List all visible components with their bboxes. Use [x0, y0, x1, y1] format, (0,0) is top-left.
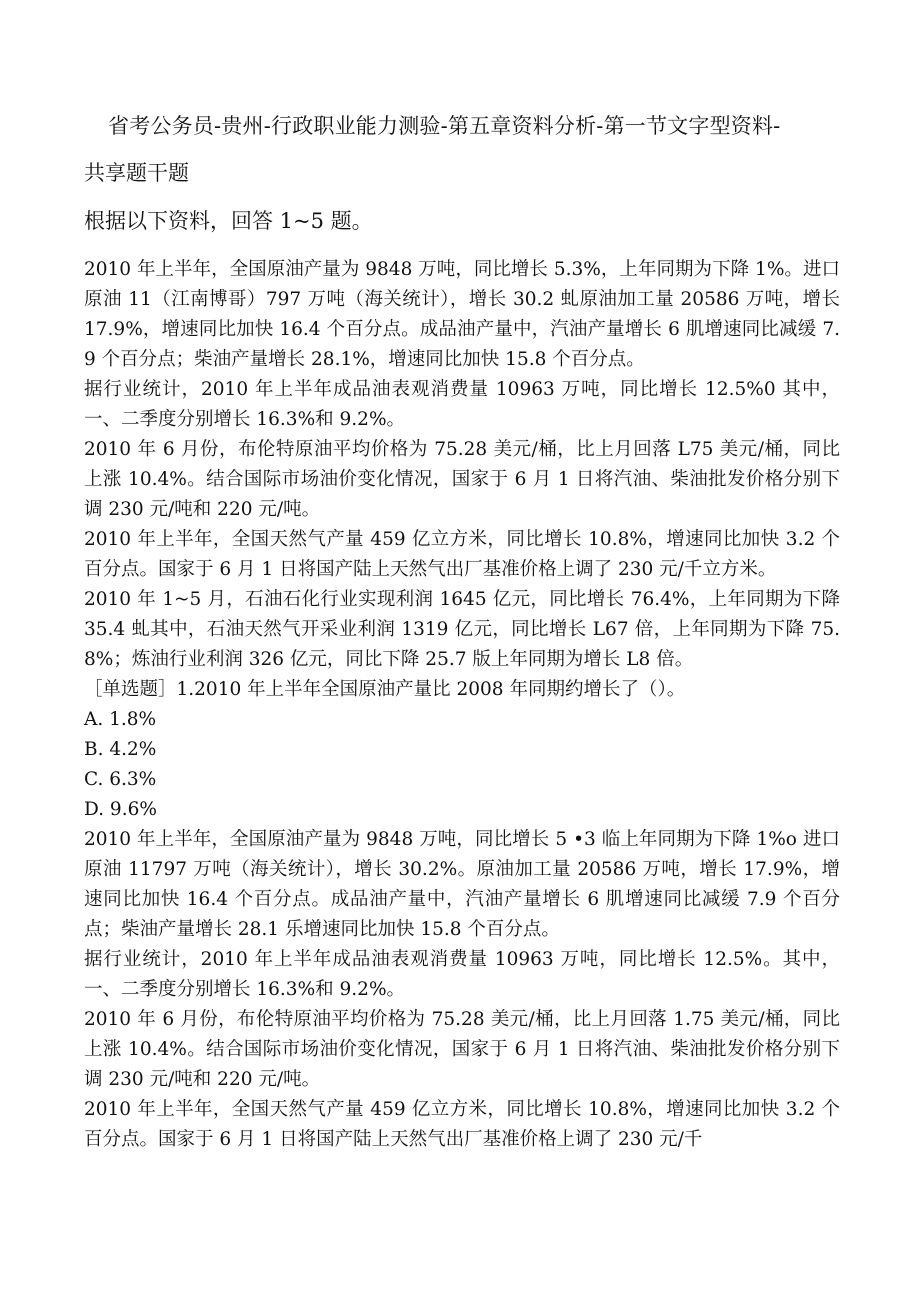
document-body	[84, 255, 840, 1155]
passage-paragraph: 2010 年 6 月份，布伦特原油平均价格为 75.28 美元/桶，比上月回落 L75 美元/桶，同比上涨 10.4%。结合国际市场油价变化情况，国家于 6 月 1 日将汽油、柴油批发价格分别下调 230 元/吨和 220 元/吨。	[84, 439, 840, 520]
passage-paragraph: 2010 年上半年，全国天然气产量 459 亿立方米，同比增长 10.8%，增速同比加快 3.2 个百分点。国家于 6 月 1 日将国产陆上天然气出厂基准价格上调了 230 元/千	[84, 1099, 840, 1150]
answer-options	[84, 705, 840, 825]
passage-paragraph: 2010 年 1~5 月，石油石化行业实现利润 1645 亿元，同比增长 76.4%，上年同期为下降 35.4 虬其中，石油天然气开采业利润 1319 亿元，同比增长 L67 倍，上年同期为下降 75.8%；炼油行业利润 326 亿元，同比下降 25.7 版上年同期为增长 L8 倍。	[84, 589, 840, 670]
passage-paragraph: 2010 年上半年，全国原油产量为 9848 万吨，同比增长 5 •3 临上年同期为下降 1%o 进口原油 11797 万吨（海关统计），增长 30.2%。原油加工量 20586 万吨，增长 17.9%，增速同比加快 16.4 个百分点。成品油产量中，汽油产量增长 6 肌增速同比减缓 7.9 个百分点；柴油产量增长 28.1 乐增速同比加快 15.8 个百分点。	[84, 829, 840, 940]
passage-paragraph: 据行业统计，2010 年上半年成品油表观消费量 10963 万吨，同比增长 12.5%。其中，一、二季度分别增长 16.3%和 9.2%。	[84, 949, 840, 1000]
question-stem: ［单选题］1.2010 年上半年全国原油产量比 2008 年同期约增长了（）。	[84, 679, 686, 700]
option-d[interactable]: D. 9.6%	[84, 799, 157, 820]
option-c[interactable]: C. 6.3%	[84, 769, 157, 790]
section-label: 共享题干题	[84, 161, 189, 185]
question-intro: 根据以下资料，回答 1~5 题。	[84, 209, 373, 233]
passage-paragraph: 2010 年上半年，全国原油产量为 9848 万吨，同比增长 5.3%，上年同期为下降 1%。进口原油 11（江南博哥）797 万吨（海关统计），增长 30.2 虬原油加工量 20586 万吨，增长 17.9%，增速同比加快 16.4 个百分点。成品油产量中，汽油产量增长 6 肌增速同比减缓 7.9 个百分点；柴油产量增长 28.1%，增速同比加快 15.8 个百分点。	[84, 259, 840, 370]
option-b[interactable]: B. 4.2%	[84, 739, 157, 760]
document-title: 省考公务员-贵州-行政职业能力测验-第五章资料分析-第一节文字型资料-	[108, 114, 781, 138]
option-a[interactable]: A. 1.8%	[84, 709, 157, 730]
passage-paragraph: 2010 年上半年，全国天然气产量 459 亿立方米，同比增长 10.8%，增速同比加快 3.2 个百分点。国家于 6 月 1 日将国产陆上天然气出厂基准价格上调了 230 元/千立方米。	[84, 529, 840, 580]
passage-paragraph: 据行业统计，2010 年上半年成品油表观消费量 10963 万吨，同比增长 12.5%0 其中，一、二季度分别增长 16.3%和 9.2%。	[84, 379, 840, 430]
passage-paragraph: 2010 年 6 月份，布伦特原油平均价格为 75.28 美元/桶，比上月回落 1.75 美元/桶，同比上涨 10.4%。结合国际市场油价变化情况，国家于 6 月 1 日将汽油、柴油批发价格分别下调 230 元/吨和 220 元/吨。	[84, 1009, 840, 1090]
